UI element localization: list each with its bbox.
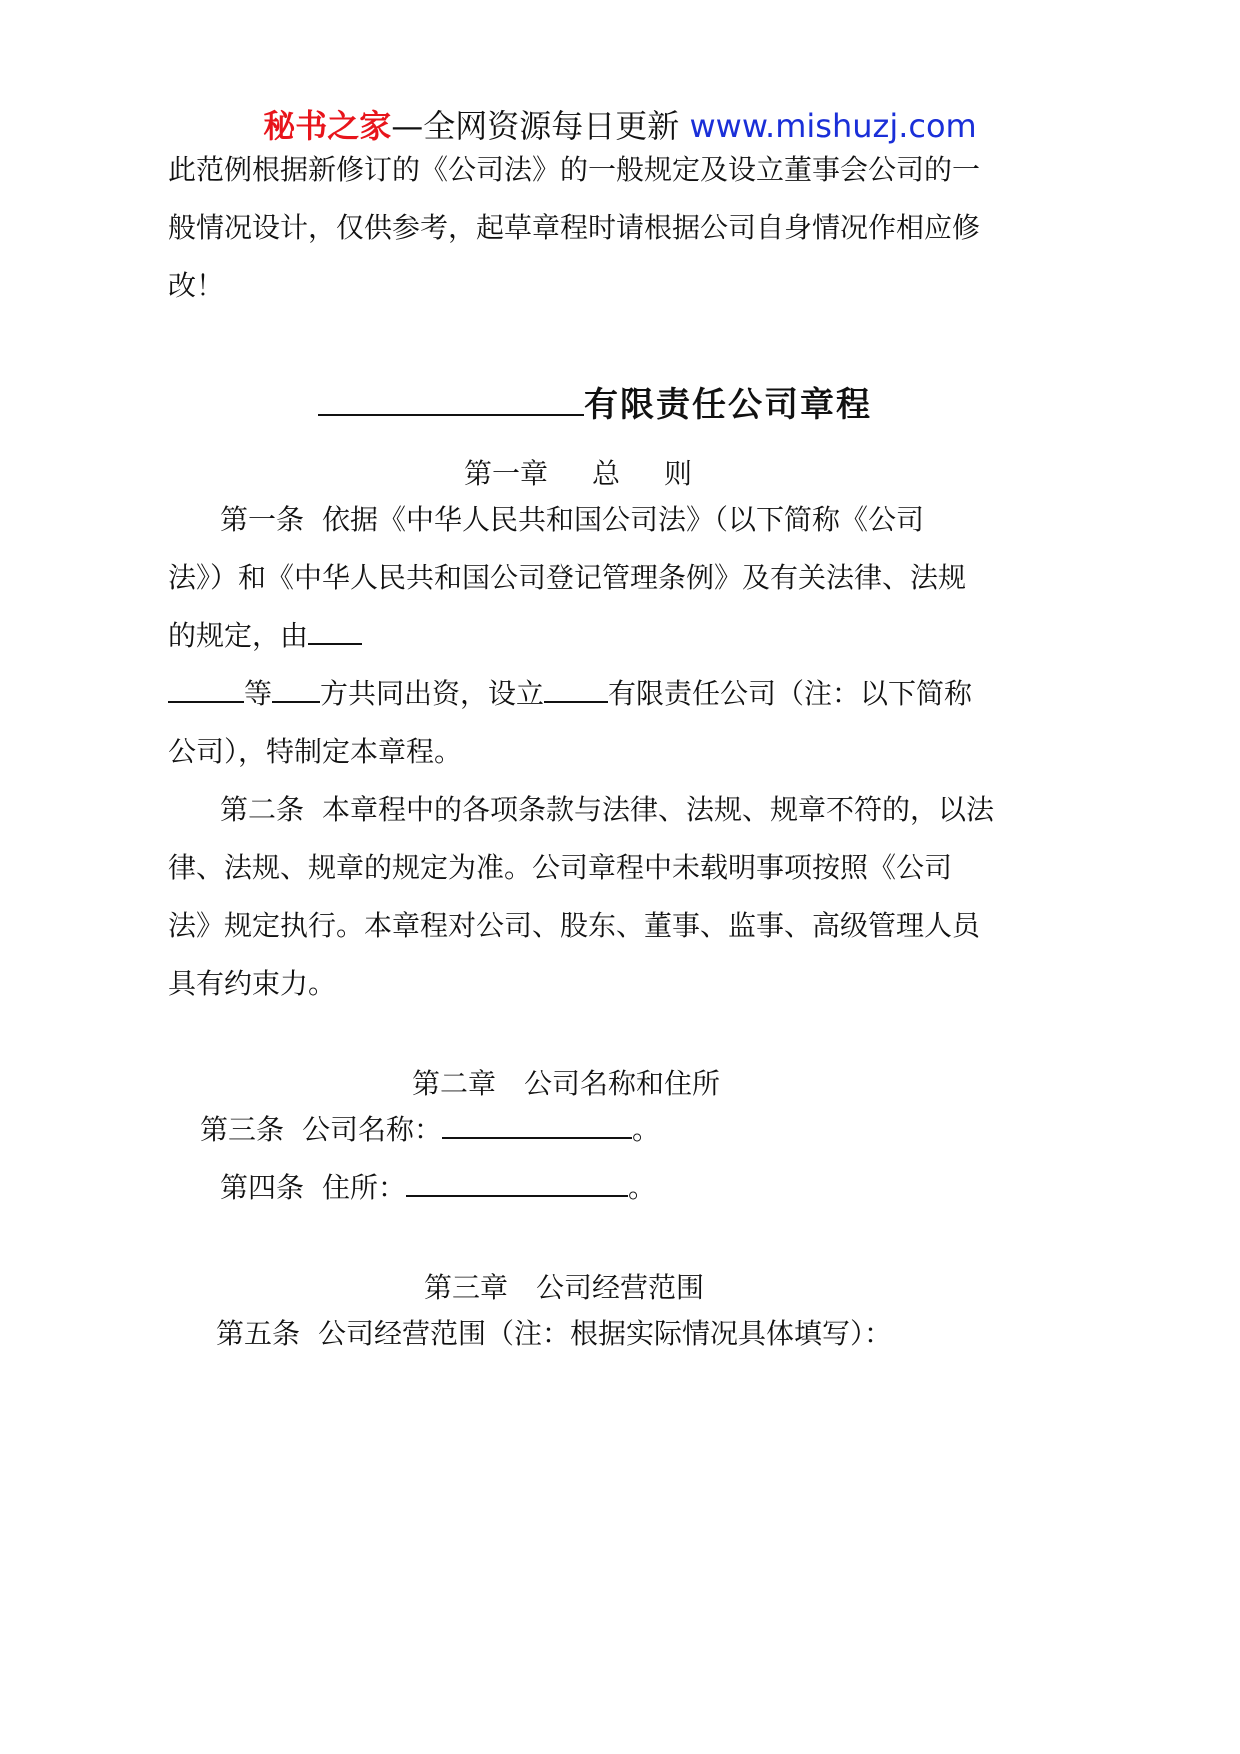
intro-line-3: 改！ [168, 269, 225, 302]
chapter-2-heading [412, 1064, 720, 1104]
blank-company-name [544, 675, 608, 703]
article-4-label: 第四条 [220, 1171, 305, 1204]
article-1-line-3 [168, 616, 362, 656]
article-2-line-3: 法》规定执行。本章程对公司、股东、董事、监事、高级管理人员 [168, 909, 981, 942]
blank-founder-cont [168, 675, 244, 703]
site-url[interactable]: www.mishuzj.com [689, 107, 977, 145]
chapter-1-title-a: 总 [592, 457, 621, 490]
article-1-line-4 [168, 674, 972, 714]
article-5-label: 第五条 [216, 1317, 301, 1350]
article-3 [200, 1110, 660, 1150]
article-4-text: 住所： [322, 1171, 407, 1204]
article-3-text: 公司名称： [302, 1113, 443, 1146]
article-3-end: 。 [632, 1113, 661, 1146]
blank-address-field [406, 1169, 628, 1197]
title-blank [318, 380, 584, 416]
chapter-1-title-b: 则 [664, 457, 693, 490]
article-2-line-1 [220, 790, 994, 830]
article-5 [216, 1314, 892, 1354]
article-4 [220, 1168, 656, 1208]
chapter-1-number: 第一章 [464, 457, 549, 490]
title-text: 有限责任公司章程 [584, 385, 872, 425]
chapter-2-title: 公司名称和住所 [524, 1067, 721, 1100]
article-5-text: 公司经营范围（注：根据实际情况具体填写）： [318, 1317, 893, 1350]
article-1-label: 第一条 [220, 503, 305, 536]
blank-founder [308, 617, 362, 645]
brand-name: 秘书之家 [263, 107, 392, 145]
intro-line-2: 般情况设计，仅供参考，起草章程时请根据公司自身情况作相应修 [168, 211, 981, 244]
chapter-3-title: 公司经营范围 [536, 1271, 705, 1304]
site-header [0, 104, 1240, 148]
article-2-text-1: 本章程中的各项条款与法律、法规、规章不符的，以法 [322, 793, 995, 826]
document-title [318, 380, 872, 428]
article-4-end: 。 [628, 1171, 657, 1204]
blank-party-count [272, 675, 320, 703]
chapter-2-number: 第二章 [412, 1067, 497, 1100]
article-1-text-4a: 等 [244, 677, 273, 710]
article-2-label: 第二条 [220, 793, 305, 826]
chapter-3-number: 第三章 [424, 1271, 509, 1304]
chapter-3-heading [424, 1268, 704, 1308]
article-1-text-1: 依据《中华人民共和国公司法》（以下简称《公司 [322, 503, 925, 536]
intro-line-1: 此范例根据新修订的《公司法》的一般规定及设立董事会公司的一 [168, 153, 981, 186]
article-2-line-4: 具有约束力。 [168, 967, 337, 1000]
article-1-line-1 [220, 500, 924, 540]
article-2-line-2: 律、法规、规章的规定为准。公司章程中未载明事项按照《公司 [168, 851, 953, 884]
article-1-line-2: 法》）和《中华人民共和国公司登记管理条例》及有关法律、法规 [168, 561, 967, 594]
article-1-text-3: 的规定，由 [168, 619, 309, 652]
article-1-text-4c: 有限责任公司（注：以下简称 [608, 677, 973, 710]
header-slogan: —全网资源每日更新 [391, 107, 680, 145]
article-1-line-5: 公司），特制定本章程。 [168, 735, 463, 768]
article-1-text-4b: 方共同出资，设立 [320, 677, 545, 710]
article-3-label: 第三条 [200, 1113, 285, 1146]
chapter-1-heading [464, 454, 692, 494]
blank-company-name-field [442, 1111, 632, 1139]
